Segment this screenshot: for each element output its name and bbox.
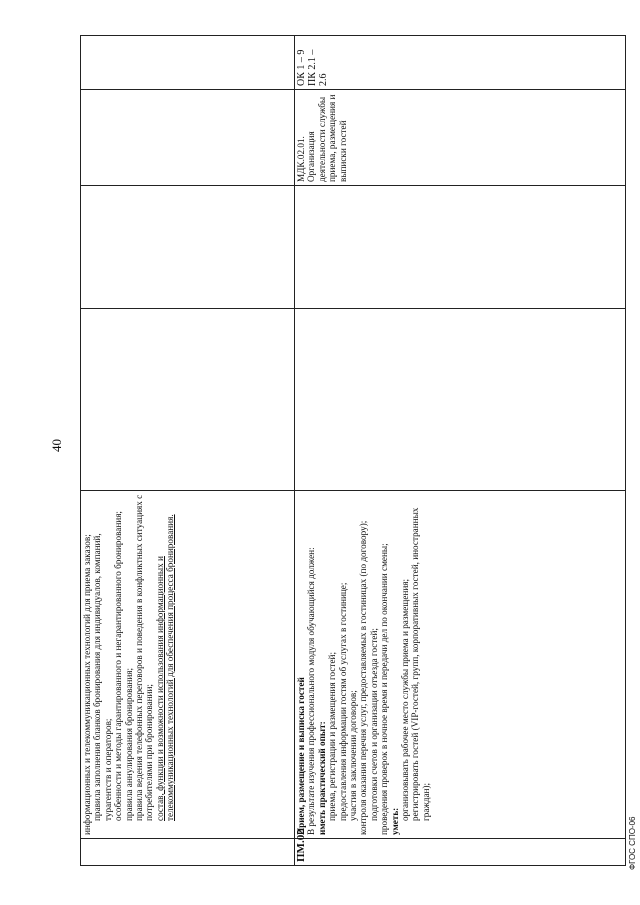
table-row: [81, 36, 295, 866]
description-line: состав, функции и возможности использования информационных и телекоммуникационных технологий для обеспечения процесса бронирования.: [154, 514, 176, 821]
total-hours-cell: [81, 309, 295, 491]
description-line: регистрировать гостей (VIP-гостей, групп, корпоративных гостей, иностранных граждан);: [410, 507, 431, 821]
mdk-line: МДК.02.01.: [296, 136, 306, 182]
competence-description-cell: [81, 491, 295, 839]
module-code-cell: [81, 839, 295, 866]
competence-description-cell: [295, 491, 626, 839]
description-line: Прием, размещение и выписка гостей: [296, 677, 306, 835]
footer-code: ФГОС СПО-06: [628, 816, 637, 870]
credits-hours-cell: [295, 186, 626, 309]
page-number: 40: [49, 439, 64, 452]
description-line: приема, регистрации и размещения гостей;: [327, 652, 338, 821]
competence-code: ПК 2.1 – 2.6: [307, 49, 329, 86]
description-line: предоставления информации гостям об услугах в гостинице;: [337, 582, 348, 821]
description-line: участия в заключении договоров;: [348, 690, 359, 821]
description-line: правила ведения телефонных переговоров и поведения в конфликтных ситуациях с потребителями при бронировании;: [134, 494, 155, 821]
competence-codes-cell: [81, 36, 295, 90]
description-line: организовывать рабочее место службы приема и размещения;: [400, 578, 411, 821]
total-hours-cell: [295, 309, 626, 491]
description-line: контроля оказания перечня услуг, предоставляемых в гостиницах (по договору);: [358, 520, 369, 835]
description-line: особенности и методы гарантированного и негарантированного бронирования;: [113, 511, 124, 821]
description-line: иметь практический опыт:: [316, 721, 327, 835]
mdk-line: Организация деятельности службы приема, размещения и выписки гостей: [306, 94, 348, 182]
description-line: проведения проверок в ночное время и передачи дел по окончании смены;: [379, 543, 390, 835]
module-code-cell: ПМ.02: [295, 839, 626, 866]
description-line: информационных и телекоммуникационных технологий для приема заказов;: [82, 534, 92, 835]
curriculum-table: [80, 35, 626, 866]
description-line: уметь:: [389, 807, 400, 835]
description-line: подготовки счетов и организации отъезда гостей;: [368, 628, 379, 821]
description-line: В результате изучения профессионального модуля обучающийся должен:: [306, 547, 317, 835]
rotated-table-region: [80, 36, 625, 866]
competence-code: ОК 1 – 9: [296, 49, 307, 86]
description-line: правила заполнения бланков бронирования для индивидуалов, компаний, турагентств и операторов;: [92, 533, 113, 821]
mdk-cell: [81, 90, 295, 186]
mdk-cell: [295, 90, 626, 186]
competence-codes-cell: [295, 36, 626, 90]
table-row: [295, 36, 626, 866]
credits-hours-cell: [81, 186, 295, 309]
description-line: правила аннулирования бронирования;: [123, 667, 134, 821]
